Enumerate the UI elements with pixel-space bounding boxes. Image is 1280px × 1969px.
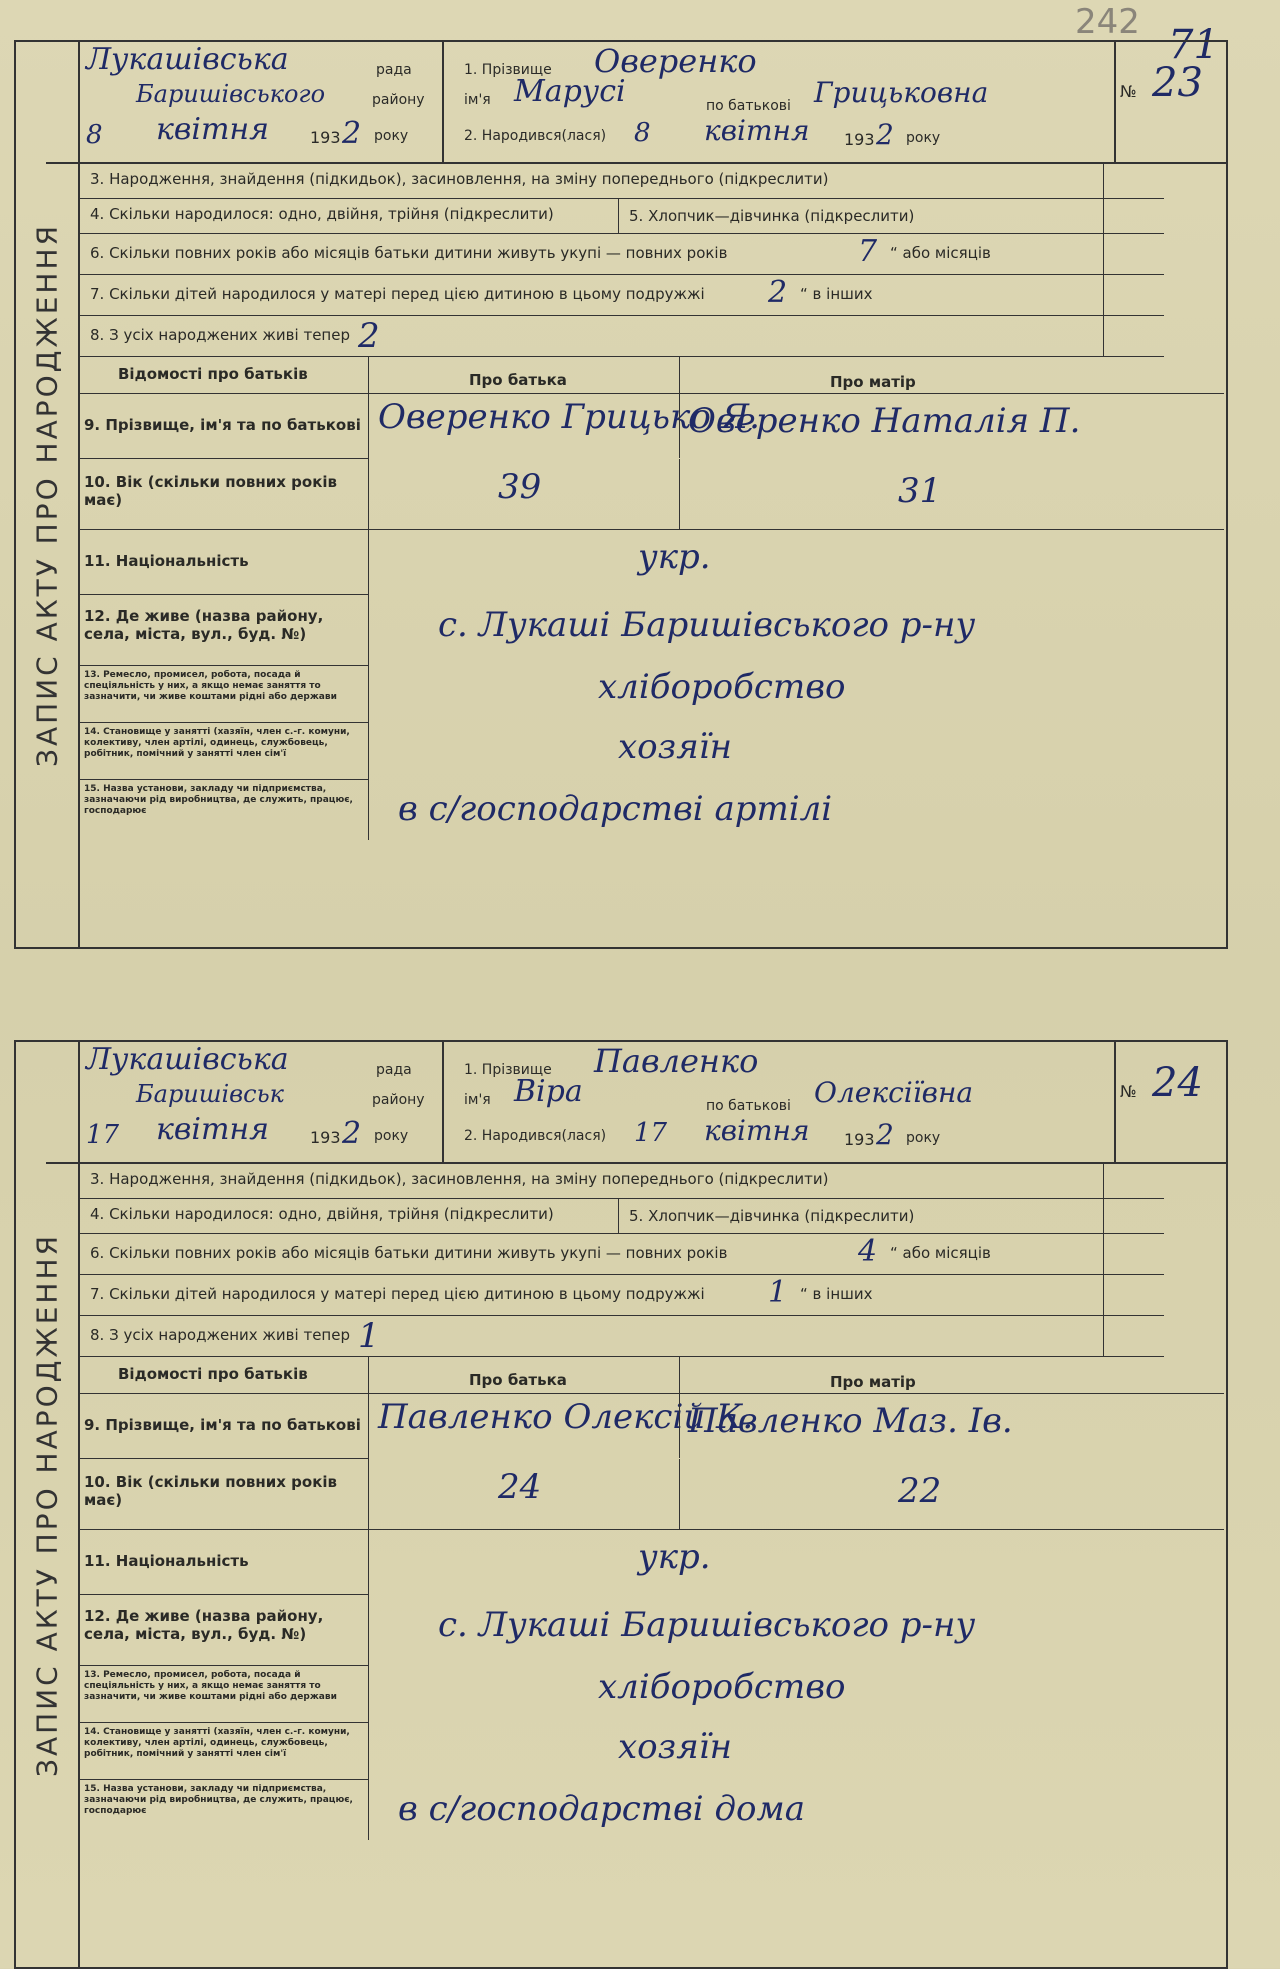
q8-label: 8. З усіх народжених живі тепер [90, 1326, 350, 1344]
name-label: ім'я [464, 92, 491, 108]
sheet-number: 71 [1168, 22, 1219, 68]
q6b-label: “ або місяців [890, 244, 991, 262]
q6-years: 7 [858, 234, 878, 269]
occupation: хліборобство [598, 1667, 846, 1707]
surname-value: Павленко [594, 1042, 759, 1080]
patronymic-value: Олексіївна [814, 1076, 974, 1109]
record-number: 23 [1152, 60, 1203, 106]
q7-count: 1 [768, 1275, 788, 1310]
birth-record-card-2 [14, 1040, 1228, 1969]
q15-cell: 15. Назва установи, закладу чи підприємства, зазначаючи рід виробництва, де служить, працює, господарює [78, 1780, 369, 1840]
row-q7 [78, 1275, 1164, 1316]
record-header [46, 42, 1226, 164]
raion-value: Баришівськ [136, 1080, 284, 1108]
row-q4-q5 [78, 199, 1164, 234]
q14-cell: 14. Становище у занятті (хазяїн, член с.-г. комуни, колективу, член артілі, одинець, службовець, робітник, помічний у занятті член сім'ї [78, 723, 369, 780]
row-q3 [78, 1164, 1164, 1199]
record-number: 24 [1152, 1060, 1203, 1106]
patronymic-label: по батькові [706, 1098, 791, 1114]
reg-year-prefix: 193 [310, 1128, 341, 1147]
mother-name: Павленко Маз. Ів. [688, 1401, 1013, 1441]
born-day: 8 [634, 118, 651, 148]
mother-name: Оверенко Наталія П. [688, 401, 1081, 441]
birth-record-card-1 [14, 40, 1228, 949]
born-year-prefix: 193 [844, 130, 875, 149]
q11-cell: 11. Національність [78, 1530, 369, 1595]
q7-count: 2 [768, 275, 788, 310]
rada-label: рада [376, 1062, 412, 1078]
q3-label: 3. Народження, знайдення (підкидьок), засиновлення, на зміну попереднього (підкреслити) [90, 1170, 829, 1188]
child-block [444, 1042, 1110, 1162]
born-roku-label: року [906, 130, 941, 146]
q4-label: 4. Скільки народилося: одно, двійня, трійня (підкреслити) [90, 205, 554, 223]
born-year-prefix: 193 [844, 1130, 875, 1149]
surname-label: 1. Прізвище [464, 62, 552, 78]
born-month: квітня [704, 114, 810, 147]
side-title: ЗАПИС АКТУ ПРО НАРОДЖЕННЯ [16, 1042, 80, 1967]
record-number-block [1114, 1042, 1226, 1162]
father-header: Про батька [369, 357, 680, 394]
name-value: Віра [514, 1074, 583, 1109]
parents-header: Відомості про батьків [78, 1357, 369, 1394]
number-label: № [1120, 1082, 1137, 1101]
row-q4-q5 [78, 1199, 1164, 1234]
q15-cell: 15. Назва установи, закладу чи підприємства, зазначаючи рід виробництва, де служить, працює, господарює [78, 780, 369, 840]
q12-cell: 12. Де живе (назва району, села, міста, вул., буд. №) [78, 595, 369, 666]
rada-value: Лукашівська [86, 42, 289, 77]
reg-year: 2 [342, 116, 362, 151]
q6-label: 6. Скільки повних років або місяців батьки дитини живуть укупі — повних років [90, 244, 728, 262]
record-number-block [1114, 42, 1226, 162]
rada-block [46, 42, 444, 162]
rada-block [46, 1042, 444, 1162]
born-year: 2 [876, 118, 894, 151]
born-month: квітня [704, 1114, 810, 1147]
roku-label: року [374, 128, 409, 144]
status: хозяїн [618, 1727, 732, 1767]
rada-value: Лукашівська [86, 1042, 289, 1077]
reg-year-prefix: 193 [310, 128, 341, 147]
q8-label: 8. З усіх народжених живі тепер [90, 326, 350, 344]
raion-label: району [372, 92, 425, 108]
residence: с. Лукаші Баришівського р-ну [438, 1605, 976, 1645]
reg-month: квітня [156, 1112, 270, 1147]
q9-cell: 9. Прізвище, ім'я та по батькові [78, 394, 369, 459]
reg-day: 17 [86, 1120, 120, 1150]
rada-label: рада [376, 62, 412, 78]
father-age: 24 [498, 1467, 542, 1507]
name-value: Марусі [514, 74, 626, 109]
q11-cell: 11. Національність [78, 530, 369, 595]
patronymic-value: Грицьковна [814, 76, 989, 109]
mother-age: 31 [898, 471, 942, 511]
mother-header: Про матір [680, 357, 1224, 394]
surname-label: 1. Прізвище [464, 1062, 552, 1078]
q10-cell: 10. Вік (скільки повних років має) [78, 459, 369, 530]
q7b-label: “ в інших [800, 285, 873, 303]
reg-day: 8 [86, 120, 103, 150]
q12-cell: 12. Де живе (назва району, села, міста, вул., буд. №) [78, 1595, 369, 1666]
archive-number: 242 [1075, 2, 1140, 42]
roku-label: року [374, 1128, 409, 1144]
q8-alive: 1 [358, 1316, 380, 1356]
q8-alive: 2 [358, 316, 380, 356]
residence: с. Лукаші Баришівського р-ну [438, 605, 976, 645]
q6-label: 6. Скільки повних років або місяців батьки дитини живуть укупі — повних років [90, 1244, 728, 1262]
parents-header: Відомості про батьків [78, 357, 369, 394]
born-label: 2. Народився(лася) [464, 1128, 607, 1144]
q5-label: 5. Хлопчик—дівчинка (підкреслити) [618, 1199, 914, 1233]
born-roku-label: року [906, 1130, 941, 1146]
row-q6 [78, 1234, 1164, 1275]
q14-cell: 14. Становище у занятті (хазяїн, член с.-г. комуни, колективу, член артілі, одинець, службовець, робітник, помічний у занятті член сім'ї [78, 1723, 369, 1780]
father-age: 39 [498, 467, 542, 507]
side-title: ЗАПИС АКТУ ПРО НАРОДЖЕННЯ [16, 42, 80, 947]
q10-cell: 10. Вік (скільки повних років має) [78, 1459, 369, 1530]
q4-label: 4. Скільки народилося: одно, двійня, трійня (підкреслити) [90, 1205, 554, 1223]
status: хозяїн [618, 727, 732, 767]
raion-label: району [372, 1092, 425, 1108]
q13-cell: 13. Ремесло, промисел, робота, посада й спеціяльність у них, а якщо немає заняття то зазначити, чи живе коштами рідні або держави [78, 666, 369, 723]
q9-cell: 9. Прізвище, ім'я та по батькові [78, 1394, 369, 1459]
nationality: укр. [638, 1537, 711, 1577]
q7-label: 7. Скільки дітей народилося у матері перед цією дитиною в цьому подружжі [90, 285, 705, 303]
record-header [46, 1042, 1226, 1164]
father-name: Павленко Олексій К. [378, 1397, 754, 1437]
reg-month: квітня [156, 112, 270, 147]
row-q6 [78, 234, 1164, 275]
number-label: № [1120, 82, 1137, 101]
row-q3 [78, 164, 1164, 199]
born-label: 2. Народився(лася) [464, 128, 607, 144]
name-label: ім'я [464, 1092, 491, 1108]
q7-label: 7. Скільки дітей народилося у матері перед цією дитиною в цьому подружжі [90, 1285, 705, 1303]
born-day: 17 [634, 1118, 668, 1148]
father-header: Про батька [369, 1357, 680, 1394]
born-year: 2 [876, 1118, 894, 1151]
row-q8 [78, 316, 1164, 357]
row-q7 [78, 275, 1164, 316]
q5-label: 5. Хлопчик—дівчинка (підкреслити) [618, 199, 914, 233]
mother-age: 22 [898, 1471, 942, 1511]
surname-value: Оверенко [594, 42, 757, 80]
father-name: Оверенко Грицько Я. [378, 397, 760, 437]
raion-value: Баришівського [136, 80, 326, 108]
institution: в с/господарстві дома [398, 1789, 805, 1829]
row-q8 [78, 1316, 1164, 1357]
q13-cell: 13. Ремесло, промисел, робота, посада й спеціяльність у них, а якщо немає заняття то зазначити, чи живе коштами рідні або держави [78, 1666, 369, 1723]
nationality: укр. [638, 537, 711, 577]
occupation: хліборобство [598, 667, 846, 707]
q7b-label: “ в інших [800, 1285, 873, 1303]
q6-years: 4 [858, 1234, 878, 1269]
q3-label: 3. Народження, знайдення (підкидьок), засиновлення, на зміну попереднього (підкреслити) [90, 170, 829, 188]
child-block [444, 42, 1110, 162]
patronymic-label: по батькові [706, 98, 791, 114]
q6b-label: “ або місяців [890, 1244, 991, 1262]
institution: в с/господарстві артілі [398, 789, 833, 829]
mother-header: Про матір [680, 1357, 1224, 1394]
reg-year: 2 [342, 1116, 362, 1151]
